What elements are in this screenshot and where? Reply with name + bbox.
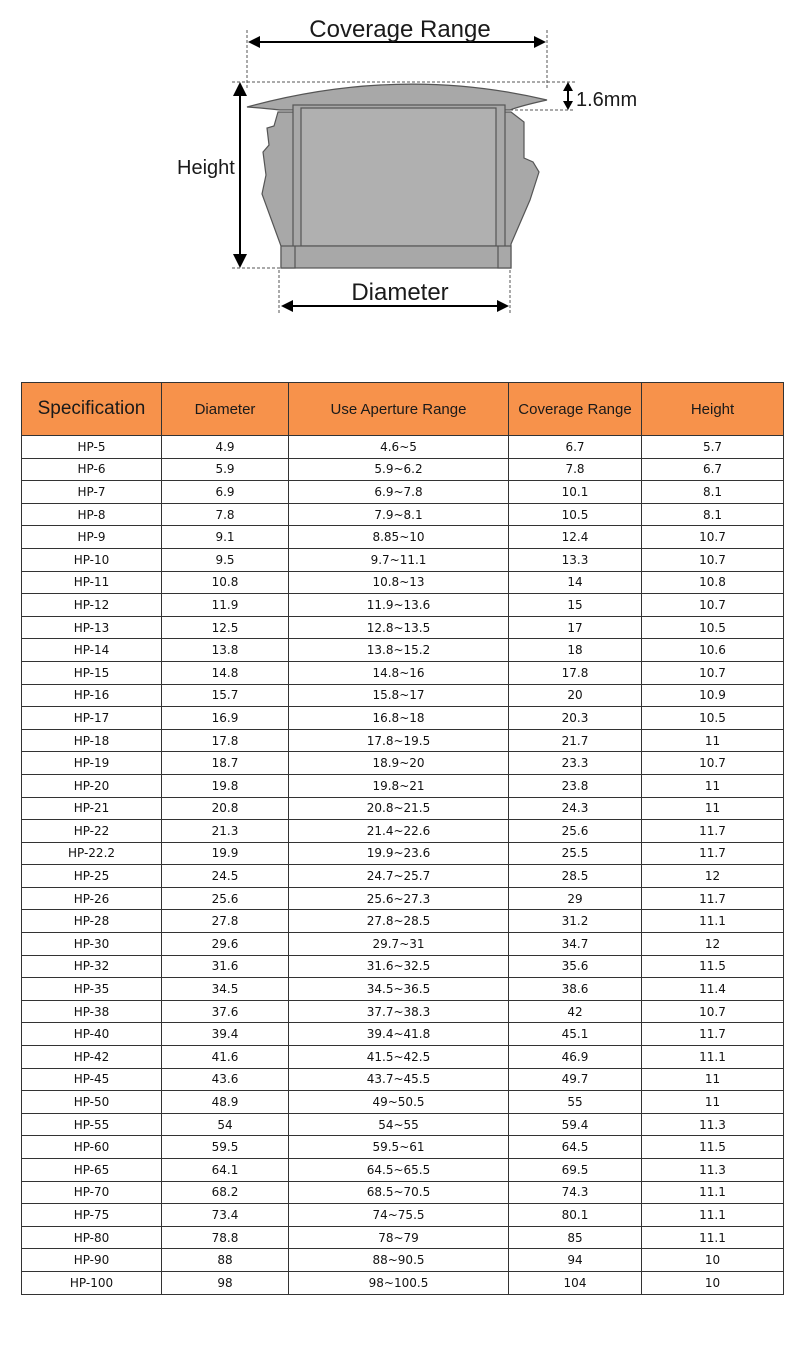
table-row	[22, 729, 784, 752]
cell-diameter: 78.8	[162, 1226, 289, 1249]
cell-diameter: 17.8	[162, 729, 289, 752]
spec-table-container	[21, 382, 783, 1295]
cell-coverage-range: 7.8	[509, 458, 642, 481]
cell-specification: HP-60	[22, 1136, 162, 1159]
cell-coverage-range: 21.7	[509, 729, 642, 752]
cell-coverage-range: 25.6	[509, 820, 642, 843]
cell-specification: HP-45	[22, 1068, 162, 1091]
cell-coverage-range: 23.8	[509, 774, 642, 797]
cell-aperture-range: 16.8~18	[289, 707, 509, 730]
table-row	[22, 707, 784, 730]
cell-diameter: 7.8	[162, 503, 289, 526]
cell-diameter: 29.6	[162, 933, 289, 956]
table-row	[22, 955, 784, 978]
table-row	[22, 1046, 784, 1069]
table-row	[22, 865, 784, 888]
cell-specification: HP-20	[22, 774, 162, 797]
cell-specification: HP-50	[22, 1091, 162, 1114]
cell-height: 8.1	[642, 503, 784, 526]
cell-aperture-range: 11.9~13.6	[289, 594, 509, 617]
cell-aperture-range: 20.8~21.5	[289, 797, 509, 820]
table-row	[22, 1113, 784, 1136]
cell-coverage-range: 13.3	[509, 548, 642, 571]
cell-specification: HP-65	[22, 1159, 162, 1182]
cell-height: 11	[642, 1068, 784, 1091]
table-row	[22, 1181, 784, 1204]
table-row	[22, 684, 784, 707]
coverage-range-label: Coverage Range	[309, 16, 491, 43]
cell-coverage-range: 15	[509, 594, 642, 617]
table-row	[22, 933, 784, 956]
table-row	[22, 752, 784, 775]
cell-specification: HP-22	[22, 820, 162, 843]
cell-diameter: 10.8	[162, 571, 289, 594]
cell-height: 10.7	[642, 752, 784, 775]
cell-coverage-range: 28.5	[509, 865, 642, 888]
cell-aperture-range: 19.8~21	[289, 774, 509, 797]
cell-coverage-range: 12.4	[509, 526, 642, 549]
cell-aperture-range: 29.7~31	[289, 933, 509, 956]
cell-height: 10.7	[642, 1000, 784, 1023]
hole-plug-dimension-diagram	[0, 0, 800, 330]
cell-diameter: 68.2	[162, 1181, 289, 1204]
cell-height: 10.7	[642, 661, 784, 684]
cell-coverage-range: 10.1	[509, 481, 642, 504]
cell-aperture-range: 27.8~28.5	[289, 910, 509, 933]
cell-height: 11	[642, 797, 784, 820]
table-row	[22, 1068, 784, 1091]
cell-diameter: 20.8	[162, 797, 289, 820]
cell-height: 11.1	[642, 910, 784, 933]
cell-diameter: 54	[162, 1113, 289, 1136]
cell-diameter: 14.8	[162, 661, 289, 684]
cell-specification: HP-70	[22, 1181, 162, 1204]
diameter-label: Diameter	[351, 279, 449, 306]
cell-aperture-range: 98~100.5	[289, 1271, 509, 1294]
cell-aperture-range: 8.85~10	[289, 526, 509, 549]
cell-diameter: 5.9	[162, 458, 289, 481]
cell-diameter: 19.9	[162, 842, 289, 865]
cell-specification: HP-9	[22, 526, 162, 549]
cell-height: 11.1	[642, 1046, 784, 1069]
cell-coverage-range: 80.1	[509, 1204, 642, 1227]
cell-specification: HP-28	[22, 910, 162, 933]
table-row	[22, 436, 784, 459]
cell-diameter: 19.8	[162, 774, 289, 797]
cell-aperture-range: 49~50.5	[289, 1091, 509, 1114]
cell-height: 10.7	[642, 594, 784, 617]
header-coverage-range: Coverage Range	[509, 383, 642, 436]
cell-height: 10.6	[642, 639, 784, 662]
header-height: Height	[642, 383, 784, 436]
table-row	[22, 887, 784, 910]
cell-aperture-range: 64.5~65.5	[289, 1159, 509, 1182]
cell-diameter: 9.5	[162, 548, 289, 571]
cell-diameter: 34.5	[162, 978, 289, 1001]
table-header-row	[22, 383, 784, 436]
table-row	[22, 1249, 784, 1272]
cell-coverage-range: 45.1	[509, 1023, 642, 1046]
cell-height: 11.4	[642, 978, 784, 1001]
cell-aperture-range: 37.7~38.3	[289, 1000, 509, 1023]
cell-aperture-range: 18.9~20	[289, 752, 509, 775]
cell-diameter: 6.9	[162, 481, 289, 504]
cell-specification: HP-6	[22, 458, 162, 481]
table-row	[22, 842, 784, 865]
cell-coverage-range: 104	[509, 1271, 642, 1294]
table-row	[22, 910, 784, 933]
cell-coverage-range: 18	[509, 639, 642, 662]
cell-coverage-range: 24.3	[509, 797, 642, 820]
cell-aperture-range: 78~79	[289, 1226, 509, 1249]
cell-height: 11.7	[642, 820, 784, 843]
cell-aperture-range: 7.9~8.1	[289, 503, 509, 526]
cell-height: 12	[642, 933, 784, 956]
cell-diameter: 48.9	[162, 1091, 289, 1114]
cell-aperture-range: 43.7~45.5	[289, 1068, 509, 1091]
cell-coverage-range: 85	[509, 1226, 642, 1249]
cell-diameter: 25.6	[162, 887, 289, 910]
cell-height: 10	[642, 1271, 784, 1294]
cell-height: 11.7	[642, 887, 784, 910]
table-row	[22, 661, 784, 684]
cell-diameter: 4.9	[162, 436, 289, 459]
cell-height: 11	[642, 774, 784, 797]
cell-height: 11.1	[642, 1226, 784, 1249]
cell-height: 8.1	[642, 481, 784, 504]
cell-height: 10.8	[642, 571, 784, 594]
table-row	[22, 458, 784, 481]
cell-specification: HP-90	[22, 1249, 162, 1272]
cell-specification: HP-17	[22, 707, 162, 730]
cell-coverage-range: 6.7	[509, 436, 642, 459]
cell-diameter: 88	[162, 1249, 289, 1272]
cell-specification: HP-30	[22, 933, 162, 956]
table-row	[22, 1136, 784, 1159]
table-row	[22, 1000, 784, 1023]
cell-coverage-range: 17	[509, 616, 642, 639]
height-arrow	[233, 82, 247, 268]
cell-height: 10.5	[642, 616, 784, 639]
cell-height: 11.1	[642, 1204, 784, 1227]
cell-diameter: 43.6	[162, 1068, 289, 1091]
cell-coverage-range: 64.5	[509, 1136, 642, 1159]
cell-specification: HP-35	[22, 978, 162, 1001]
cell-height: 11	[642, 729, 784, 752]
table-row	[22, 820, 784, 843]
cell-specification: HP-16	[22, 684, 162, 707]
cell-diameter: 12.5	[162, 616, 289, 639]
spec-table	[21, 382, 784, 1295]
cell-diameter: 27.8	[162, 910, 289, 933]
cell-coverage-range: 14	[509, 571, 642, 594]
cell-specification: HP-26	[22, 887, 162, 910]
cell-specification: HP-12	[22, 594, 162, 617]
cell-diameter: 21.3	[162, 820, 289, 843]
cell-specification: HP-55	[22, 1113, 162, 1136]
cell-aperture-range: 41.5~42.5	[289, 1046, 509, 1069]
table-row	[22, 1091, 784, 1114]
cell-height: 11	[642, 1091, 784, 1114]
cell-specification: HP-22.2	[22, 842, 162, 865]
header-aperture-range: Use Aperture Range	[289, 383, 509, 436]
cell-specification: HP-75	[22, 1204, 162, 1227]
cell-diameter: 18.7	[162, 752, 289, 775]
header-specification: Specification	[22, 383, 162, 436]
cell-aperture-range: 15.8~17	[289, 684, 509, 707]
cell-coverage-range: 55	[509, 1091, 642, 1114]
cell-coverage-range: 59.4	[509, 1113, 642, 1136]
cell-coverage-range: 74.3	[509, 1181, 642, 1204]
cell-height: 10.7	[642, 548, 784, 571]
cell-diameter: 73.4	[162, 1204, 289, 1227]
cell-height: 12	[642, 865, 784, 888]
cell-diameter: 16.9	[162, 707, 289, 730]
cell-height: 11.7	[642, 842, 784, 865]
cell-diameter: 37.6	[162, 1000, 289, 1023]
cell-height: 10.7	[642, 526, 784, 549]
cell-diameter: 98	[162, 1271, 289, 1294]
cell-aperture-range: 19.9~23.6	[289, 842, 509, 865]
cell-diameter: 13.8	[162, 639, 289, 662]
cell-specification: HP-42	[22, 1046, 162, 1069]
cell-specification: HP-11	[22, 571, 162, 594]
table-row	[22, 1226, 784, 1249]
cell-aperture-range: 13.8~15.2	[289, 639, 509, 662]
table-row	[22, 571, 784, 594]
cell-coverage-range: 46.9	[509, 1046, 642, 1069]
table-row	[22, 594, 784, 617]
cell-coverage-range: 25.5	[509, 842, 642, 865]
header-diameter: Diameter	[162, 383, 289, 436]
cell-specification: HP-14	[22, 639, 162, 662]
cell-diameter: 24.5	[162, 865, 289, 888]
cell-coverage-range: 20	[509, 684, 642, 707]
cell-diameter: 9.1	[162, 526, 289, 549]
cell-specification: HP-40	[22, 1023, 162, 1046]
cell-coverage-range: 20.3	[509, 707, 642, 730]
cell-aperture-range: 10.8~13	[289, 571, 509, 594]
table-row	[22, 774, 784, 797]
table-row	[22, 1204, 784, 1227]
cell-specification: HP-7	[22, 481, 162, 504]
cell-specification: HP-13	[22, 616, 162, 639]
cell-specification: HP-15	[22, 661, 162, 684]
table-row	[22, 797, 784, 820]
thickness-arrow	[563, 82, 573, 110]
cell-diameter: 64.1	[162, 1159, 289, 1182]
cell-height: 11.5	[642, 955, 784, 978]
cell-specification: HP-8	[22, 503, 162, 526]
cell-height: 11.5	[642, 1136, 784, 1159]
cell-diameter: 39.4	[162, 1023, 289, 1046]
cell-specification: HP-10	[22, 548, 162, 571]
cell-aperture-range: 9.7~11.1	[289, 548, 509, 571]
cell-coverage-range: 42	[509, 1000, 642, 1023]
cell-aperture-range: 24.7~25.7	[289, 865, 509, 888]
cell-diameter: 31.6	[162, 955, 289, 978]
table-row	[22, 503, 784, 526]
cell-specification: HP-80	[22, 1226, 162, 1249]
cell-specification: HP-21	[22, 797, 162, 820]
cell-aperture-range: 17.8~19.5	[289, 729, 509, 752]
table-row	[22, 548, 784, 571]
cell-height: 10.5	[642, 707, 784, 730]
cell-aperture-range: 6.9~7.8	[289, 481, 509, 504]
cell-aperture-range: 25.6~27.3	[289, 887, 509, 910]
cell-coverage-range: 38.6	[509, 978, 642, 1001]
cell-diameter: 11.9	[162, 594, 289, 617]
cell-height: 6.7	[642, 458, 784, 481]
table-row	[22, 978, 784, 1001]
cell-diameter: 15.7	[162, 684, 289, 707]
thickness-label: 1.6mm	[576, 89, 638, 111]
height-label: Height	[177, 157, 235, 179]
cell-specification: HP-100	[22, 1271, 162, 1294]
cell-coverage-range: 34.7	[509, 933, 642, 956]
cell-coverage-range: 29	[509, 887, 642, 910]
cell-diameter: 41.6	[162, 1046, 289, 1069]
cell-aperture-range: 88~90.5	[289, 1249, 509, 1272]
cell-aperture-range: 34.5~36.5	[289, 978, 509, 1001]
cell-height: 10.9	[642, 684, 784, 707]
cell-aperture-range: 21.4~22.6	[289, 820, 509, 843]
cell-specification: HP-38	[22, 1000, 162, 1023]
cell-aperture-range: 39.4~41.8	[289, 1023, 509, 1046]
cell-aperture-range: 54~55	[289, 1113, 509, 1136]
table-row	[22, 1271, 784, 1294]
cell-coverage-range: 17.8	[509, 661, 642, 684]
cell-aperture-range: 74~75.5	[289, 1204, 509, 1227]
cell-aperture-range: 68.5~70.5	[289, 1181, 509, 1204]
table-row	[22, 526, 784, 549]
cell-aperture-range: 31.6~32.5	[289, 955, 509, 978]
cell-coverage-range: 69.5	[509, 1159, 642, 1182]
cell-coverage-range: 31.2	[509, 910, 642, 933]
cell-diameter: 59.5	[162, 1136, 289, 1159]
cell-coverage-range: 10.5	[509, 503, 642, 526]
cell-aperture-range: 5.9~6.2	[289, 458, 509, 481]
cell-aperture-range: 14.8~16	[289, 661, 509, 684]
cell-specification: HP-18	[22, 729, 162, 752]
cell-aperture-range: 59.5~61	[289, 1136, 509, 1159]
cell-specification: HP-32	[22, 955, 162, 978]
table-row	[22, 616, 784, 639]
cell-coverage-range: 49.7	[509, 1068, 642, 1091]
hole-plug-part	[247, 84, 547, 268]
table-row	[22, 1023, 784, 1046]
cell-height: 11.1	[642, 1181, 784, 1204]
spec-table-body	[22, 436, 784, 1295]
cell-coverage-range: 94	[509, 1249, 642, 1272]
cell-coverage-range: 35.6	[509, 955, 642, 978]
cell-specification: HP-19	[22, 752, 162, 775]
cell-aperture-range: 4.6~5	[289, 436, 509, 459]
cell-height: 10	[642, 1249, 784, 1272]
table-row	[22, 639, 784, 662]
cell-height: 11.7	[642, 1023, 784, 1046]
cell-specification: HP-5	[22, 436, 162, 459]
cell-height: 5.7	[642, 436, 784, 459]
cell-height: 11.3	[642, 1159, 784, 1182]
cell-coverage-range: 23.3	[509, 752, 642, 775]
table-row	[22, 1159, 784, 1182]
cell-aperture-range: 12.8~13.5	[289, 616, 509, 639]
table-row	[22, 481, 784, 504]
cell-height: 11.3	[642, 1113, 784, 1136]
cell-specification: HP-25	[22, 865, 162, 888]
